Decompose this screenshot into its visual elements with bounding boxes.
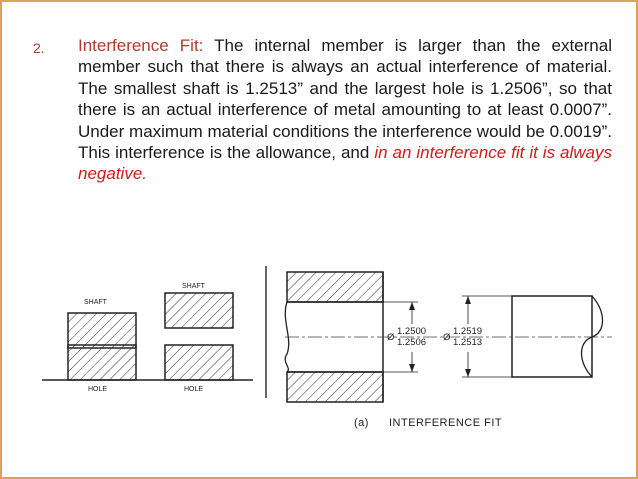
hole-label-1: HOLE: [88, 386, 108, 393]
shaft-dimension: [443, 296, 512, 377]
hole-label-2: HOLE: [184, 386, 204, 393]
shaft-label-2: SHAFT: [182, 283, 205, 290]
emphasis-text: in an interference fit it is always negative.: [78, 143, 613, 184]
paragraph-body: The internal member is larger than the external member such that there is always an actual interference of material. The smallest shaft is 1.2513” and the largest hole is 1.2506”, so that there is an actual interference of metal amounting to at least 0.0007”. Under maximum material conditions the interference would be 0.0019”. This interference is the allowance, and: [78, 36, 612, 163]
shaft-dim-bottom: 1.2513: [453, 337, 483, 348]
diameter-symbol-shaft: Ø: [443, 332, 451, 343]
shaft-body: [512, 296, 592, 377]
hole-block-2: [165, 345, 233, 380]
shaft-block-1: [68, 313, 136, 348]
shaft-drawing: [512, 296, 603, 377]
block-diagram-1: [68, 299, 136, 393]
interference-fit-figure: [2, 2, 638, 479]
shaft-dim-top: 1.2519: [453, 326, 483, 337]
caption-text: INTERFERENCE FIT: [389, 417, 503, 429]
shaft-block-2: [165, 293, 233, 328]
hole-dim-bottom: 1.2506: [397, 337, 427, 348]
hole-wall-bottom: [287, 372, 383, 402]
hole-wall-top: [287, 272, 383, 302]
block-diagram-2: [165, 283, 233, 393]
list-number: 2.: [33, 40, 45, 56]
hole-dim-top: 1.2500: [397, 326, 427, 337]
diameter-symbol-hole: Ø: [387, 332, 395, 343]
caption-letter: (a): [354, 417, 369, 429]
term-label: Interference Fit:: [78, 36, 204, 55]
hole-block-1: [68, 345, 136, 380]
shaft-label-1: SHAFT: [84, 299, 107, 306]
